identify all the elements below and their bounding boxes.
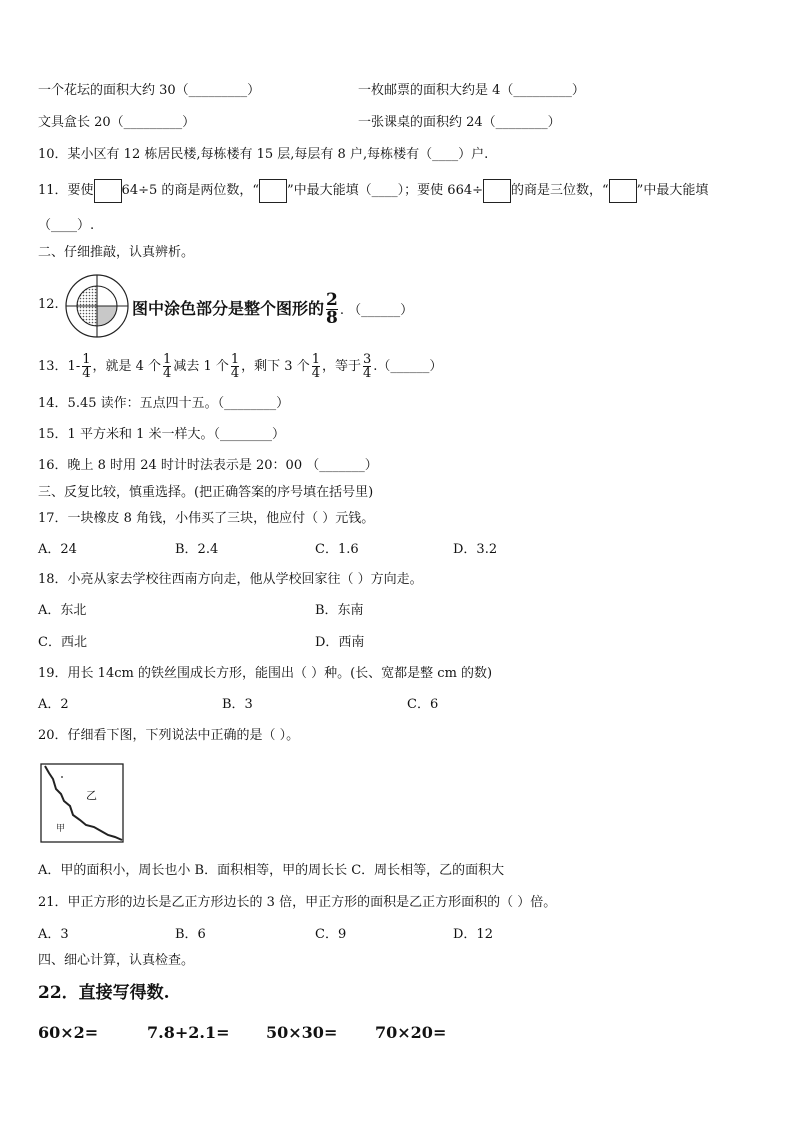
q13-fraction-1 bbox=[82, 353, 90, 380]
q13-text-d: ，剩下 3 个 bbox=[241, 359, 310, 374]
q12-number: 12. bbox=[38, 297, 59, 312]
q13-fraction-5 bbox=[363, 353, 371, 380]
q12-fraction bbox=[326, 292, 338, 327]
q13-text-c: 减去 1 个 bbox=[173, 359, 229, 374]
q21-option-b: B．6 bbox=[175, 927, 206, 942]
q21-option-d: D．12 bbox=[453, 927, 493, 942]
question-17: 17．一块橡皮 8 角钱，小伟买了三块，他应付（ ）元钱。 bbox=[38, 511, 375, 526]
question-14: 14．5.45 读作：五点四十五。（________） bbox=[38, 396, 290, 411]
q13-frac4-num: 1 bbox=[311, 352, 320, 367]
q17-option-c: C．1.6 bbox=[315, 542, 359, 557]
q18-option-a: A．东北 bbox=[38, 603, 87, 618]
q9-item-flowerbed: 一个花坛的面积大约 30（_________） bbox=[38, 83, 261, 98]
q21-option-a: A．3 bbox=[38, 927, 69, 942]
q13-frac3-num: 1 bbox=[230, 352, 240, 367]
q18-option-c: C．西北 bbox=[38, 635, 87, 650]
q13-fraction-3 bbox=[231, 353, 239, 380]
q13-text-a: 13．1- bbox=[38, 359, 81, 374]
q13-frac1-num: 1 bbox=[82, 352, 91, 367]
q13-fraction-4 bbox=[312, 353, 320, 380]
q9-item-pencilcase: 文具盒长 20（_________） bbox=[38, 115, 196, 130]
q17-option-b: B．2.4 bbox=[175, 542, 219, 557]
q20-label-yi: 乙 bbox=[86, 789, 97, 802]
q13-frac3-den: 4 bbox=[230, 366, 240, 381]
q13-frac2-den: 4 bbox=[163, 366, 172, 381]
q11-text-3: 的商是三位数，“ bbox=[511, 183, 609, 198]
q12-text: 图中涂色部分是整个图形的 bbox=[132, 299, 325, 318]
section-3-heading: 三、反复比较，慎重选择。(把正确答案的序号填在括号里) bbox=[38, 485, 374, 500]
q11-text-2: ”中最大能填（____）；要使 664÷ bbox=[287, 183, 484, 198]
q19-option-c: C．6 bbox=[407, 697, 439, 712]
q13-frac4-den: 4 bbox=[311, 366, 320, 381]
q11-blank-box-2 bbox=[259, 179, 287, 203]
q9-item-desk: 一张课桌的面积约 24（________） bbox=[358, 115, 561, 130]
q13-frac2-num: 1 bbox=[163, 352, 172, 367]
q19-option-a: A．2 bbox=[38, 697, 69, 712]
section-4-heading: 四、细心计算，认真检查。 bbox=[38, 953, 195, 968]
q21-option-c: C．9 bbox=[315, 927, 347, 942]
q12-circle-figure bbox=[64, 273, 130, 339]
q11-text-4: ”中最大能填 bbox=[636, 183, 709, 198]
q12-fraction-denominator: 8 bbox=[326, 308, 338, 328]
q19-option-b: B．3 bbox=[222, 697, 253, 712]
question-19: 19．用长 14cm 的铁丝围成长方形，能围出（ ）种。(长、宽都是整 cm 的数) bbox=[38, 666, 493, 681]
q20-options: A．甲的面积小，周长也小 B．面积相等，甲的周长长 C．周长相等，乙的面积大 bbox=[38, 863, 505, 878]
q13-text-f: .（______） bbox=[373, 359, 443, 374]
q17-option-d: D．3.2 bbox=[453, 542, 498, 557]
question-21: 21．甲正方形的边长是乙正方形边长的 3 倍，甲正方形的面积是乙正方形面积的（ ）倍。 bbox=[38, 895, 557, 910]
q12-fraction-numerator: 2 bbox=[326, 290, 338, 310]
q13-text-e: ，等于 bbox=[321, 359, 361, 374]
q9-item-stamp: 一枚邮票的面积大约是 4（_________） bbox=[358, 83, 585, 98]
q11-blank-box-1 bbox=[94, 179, 122, 203]
question-16: 16．晚上 8 时用 24 时计时法表示是 20：00 （_______） bbox=[38, 458, 378, 473]
q12-tail: . （______） bbox=[339, 303, 414, 318]
question-15: 15．1 平方米和 1 米一样大。（________） bbox=[38, 427, 285, 442]
q13-fraction-2 bbox=[163, 353, 171, 380]
question-18: 18．小亮从家去学校往西南方向走，他从学校回家往（ ）方向走。 bbox=[38, 572, 423, 587]
q11-line2: （____）. bbox=[38, 218, 95, 233]
q11-number: 11．要使 bbox=[38, 183, 94, 198]
q11-blank-box-4 bbox=[609, 179, 637, 203]
q18-option-b: B．东南 bbox=[315, 603, 364, 618]
question-22-title: 22．直接写得数. bbox=[38, 983, 170, 1003]
q17-option-a: A．24 bbox=[38, 542, 77, 557]
q20-label-jia: 甲 bbox=[56, 824, 66, 834]
question-13 bbox=[38, 350, 442, 384]
q11-blank-box-3 bbox=[483, 179, 511, 203]
section-2-heading: 二、仔细推敲，认真辨析。 bbox=[38, 245, 195, 260]
q13-frac1-den: 4 bbox=[82, 366, 91, 381]
question-10: 10．某小区有 12 栋居民楼,每栋楼有 15 层,每层有 8 户,每栋楼有（____）户. bbox=[38, 147, 489, 162]
q13-text-b: ，就是 4 个 bbox=[92, 359, 162, 374]
question-11 bbox=[38, 178, 708, 204]
q22-item-1: 60×2= bbox=[38, 1023, 99, 1042]
q22-item-4: 70×20= bbox=[375, 1023, 447, 1042]
q20-figure bbox=[40, 763, 124, 843]
q22-item-2: 7.8+2.1= bbox=[147, 1023, 230, 1042]
q18-option-d: D．西南 bbox=[315, 635, 365, 650]
q13-frac5-num: 3 bbox=[363, 352, 372, 367]
q13-frac5-den: 4 bbox=[363, 366, 372, 381]
question-20: 20．仔细看下图，下列说法中正确的是（ ）。 bbox=[38, 728, 300, 743]
question-12 bbox=[132, 290, 414, 328]
q22-item-3: 50×30= bbox=[266, 1023, 338, 1042]
q11-text-1: 64÷5 的商是两位数，“ bbox=[121, 183, 260, 198]
